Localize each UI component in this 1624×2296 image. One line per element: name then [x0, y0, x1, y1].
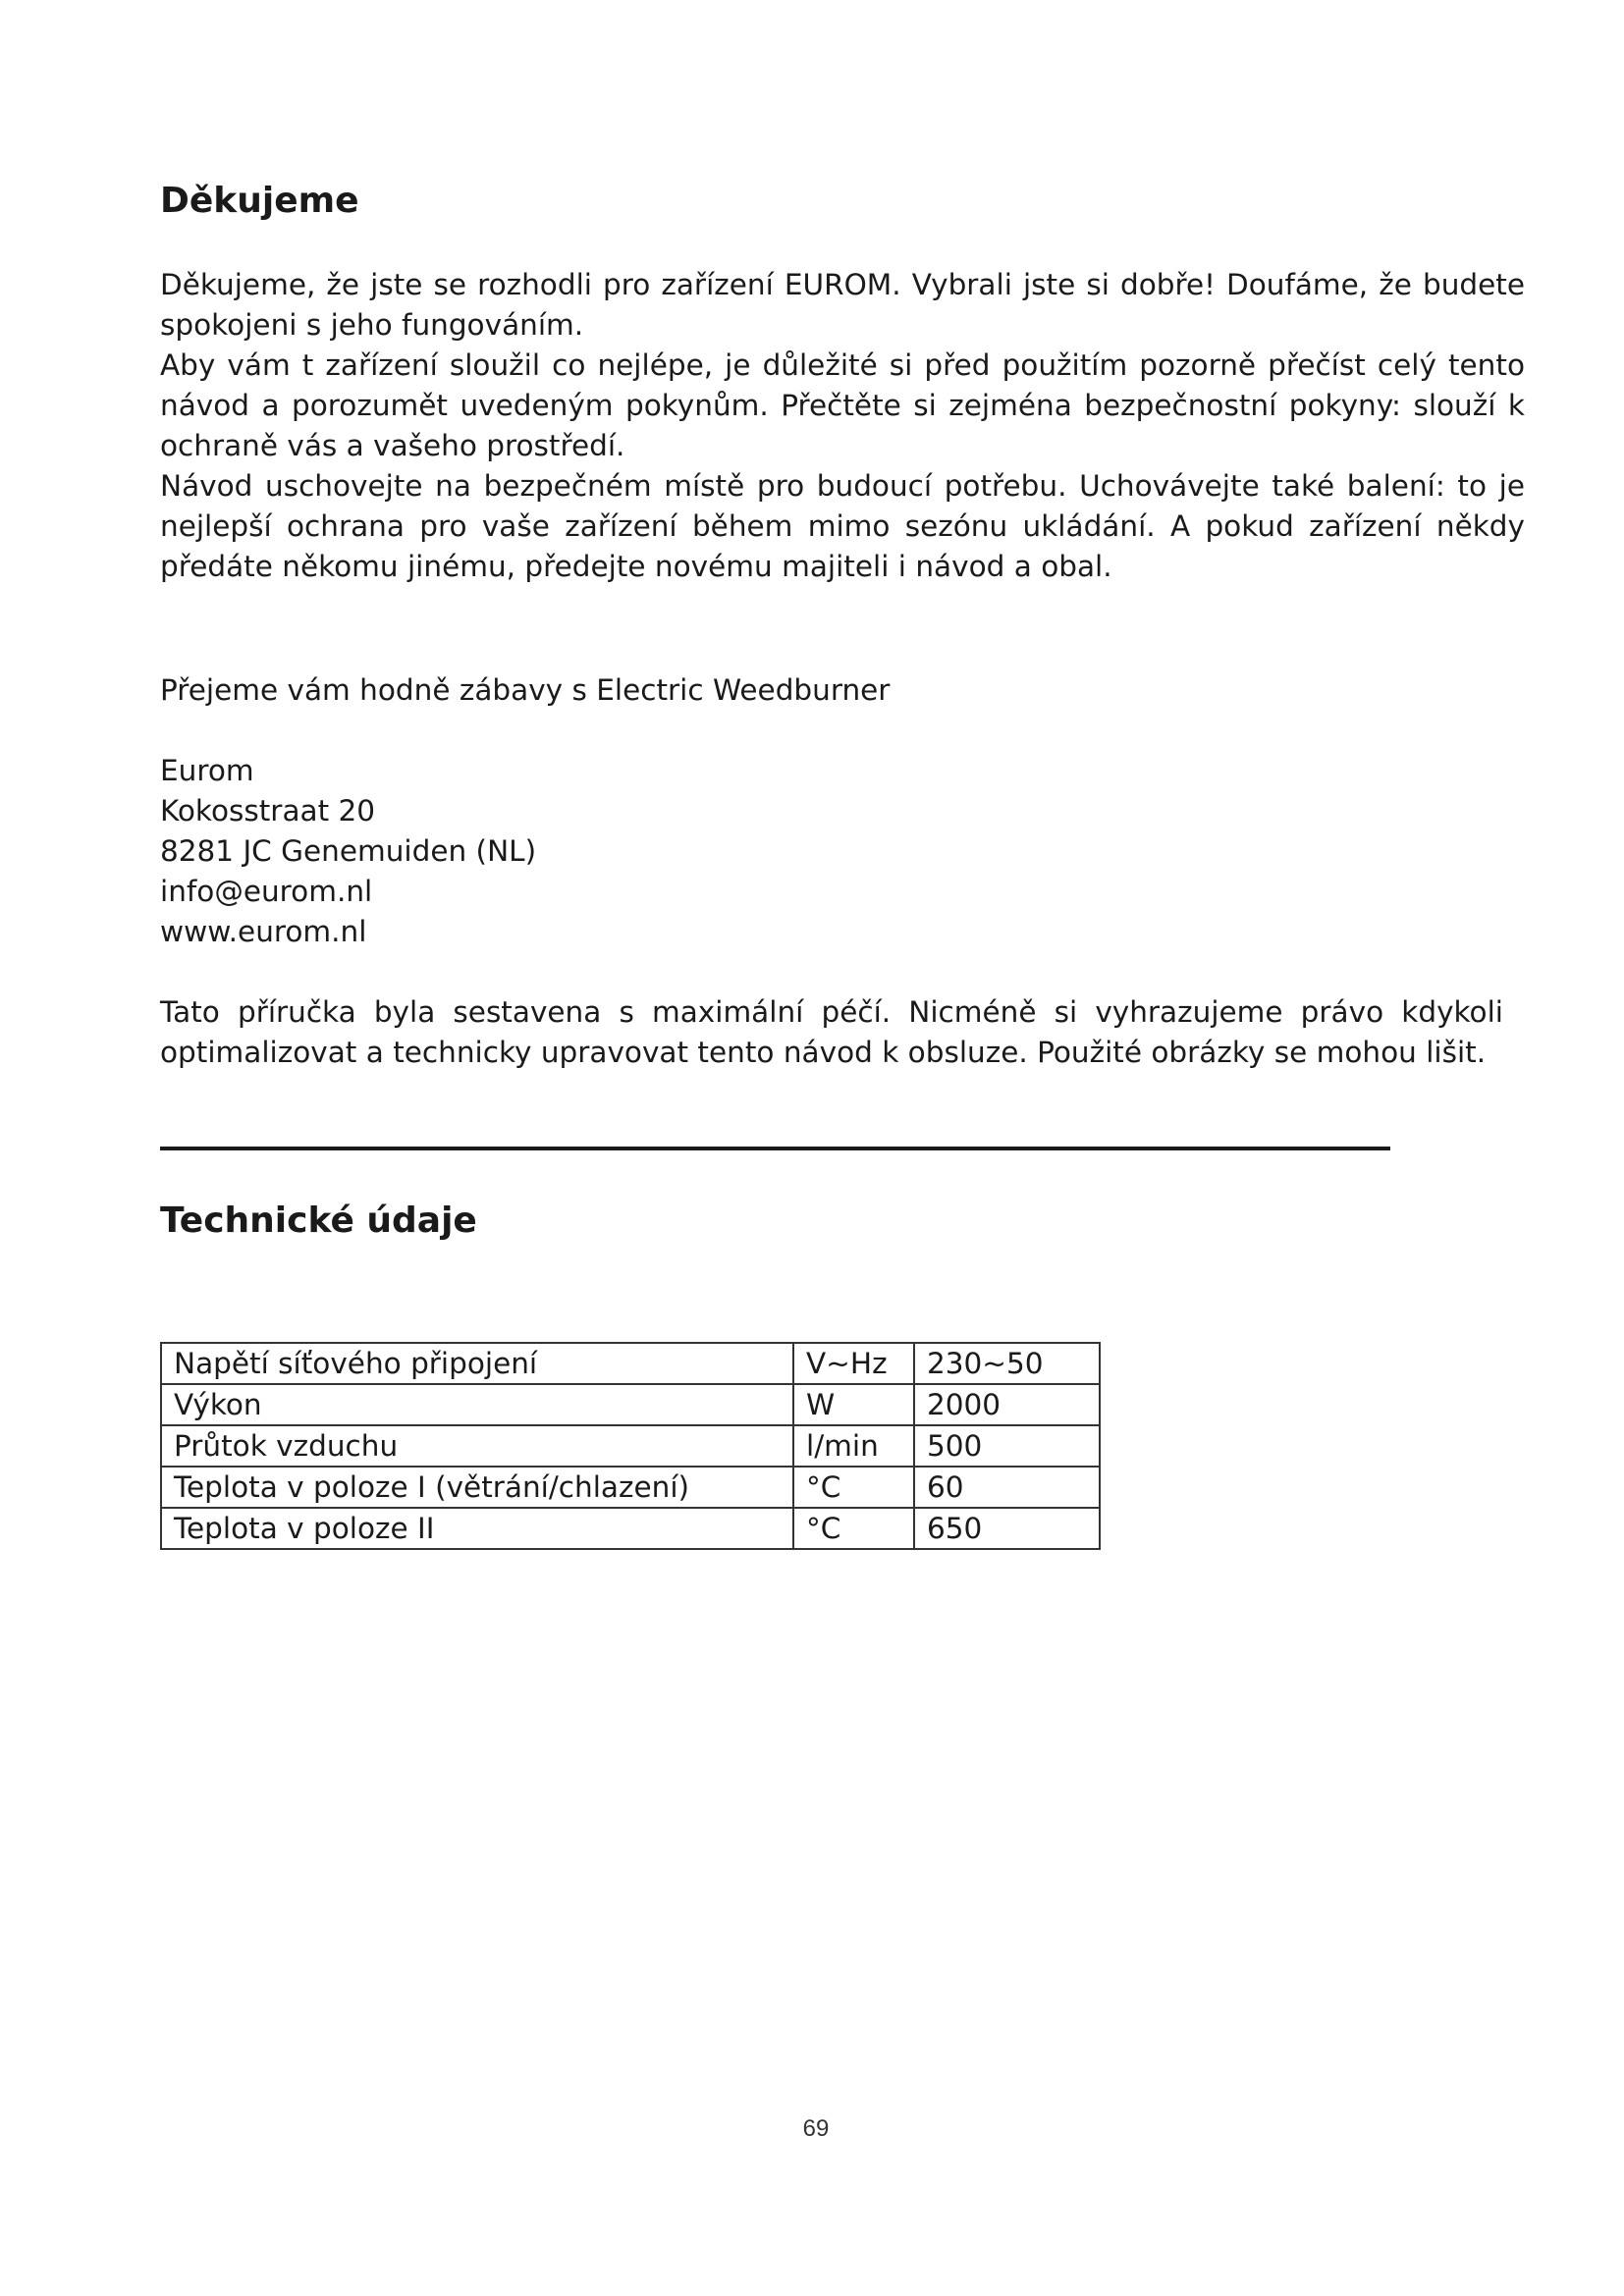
intro-paragraph-2: Aby vám t zařízení sloužil co nejlépe, je důležité si před použitím pozorně přečíst celý tento návod a porozumět uvedeným pokynům. Přečtěte si zejména bezpečnostní pokyny: slouží k ochraně vás a vašeho prostředí.	[160, 348, 1525, 462]
technical-heading: Technické údaje	[160, 1201, 477, 1241]
spec-value: 2000	[914, 1384, 1100, 1425]
spec-label: Výkon	[161, 1384, 793, 1425]
spec-unit: °C	[793, 1467, 914, 1508]
wish-section	[160, 670, 1521, 711]
spec-unit: W	[793, 1384, 914, 1425]
table-row	[161, 1467, 1100, 1508]
table-row	[161, 1343, 1100, 1384]
spec-value: 60	[914, 1467, 1100, 1508]
address-street: Kokosstraat 20	[160, 794, 376, 828]
table-row	[161, 1384, 1100, 1425]
address-website: www.eurom.nl	[160, 915, 367, 948]
section-divider	[160, 1147, 1390, 1150]
spec-label: Teplota v poloze II	[161, 1508, 793, 1549]
thanks-heading: Děkujeme	[160, 181, 359, 221]
wish-line: Přejeme vám hodně zábavy s Electric Weedburner	[160, 673, 891, 707]
spec-value: 650	[914, 1508, 1100, 1549]
disclaimer-section	[160, 992, 1503, 1073]
spec-label: Napětí síťového připojení	[161, 1343, 793, 1384]
spec-value: 230~50	[914, 1343, 1100, 1384]
address-city: 8281 JC Genemuiden (NL)	[160, 834, 537, 868]
address-company: Eurom	[160, 754, 254, 787]
address-block	[160, 751, 1521, 952]
spec-label: Průtok vzduchu	[161, 1425, 793, 1467]
spec-value: 500	[914, 1425, 1100, 1467]
page-number: 69	[802, 2115, 830, 2142]
spec-unit: V~Hz	[793, 1343, 914, 1384]
table-row	[161, 1425, 1100, 1467]
intro-paragraph-3: Návod uschovejte na bezpečném místě pro budoucí potřebu. Uchovávejte také balení: to je nejlepší ochrana pro vaše zařízení během mimo sezónu ukládání. A pokud zařízení někdy předáte někomu jinému, předejte novému majiteli i návod a obal.	[160, 469, 1525, 583]
intro-paragraph-1: Děkujeme, že jste se rozhodli pro zařízení EUROM. Vybrali jste si dobře! Doufáme, že budete spokojeni s jeho fungováním.	[160, 268, 1525, 342]
spec-unit: °C	[793, 1508, 914, 1549]
technical-specs-table	[160, 1342, 1101, 1550]
disclaimer-paragraph: Tato příručka byla sestavena s maximální péčí. Nicméně si vyhrazujeme právo kdykoli optimalizovat a technicky upravovat tento návod k obsluze. Použité obrázky se mohou lišit.	[160, 995, 1503, 1069]
spec-label: Teplota v poloze I (větrání/chlazení)	[161, 1467, 793, 1508]
spec-unit: l/min	[793, 1425, 914, 1467]
address-email: info@eurom.nl	[160, 875, 373, 908]
table-row	[161, 1508, 1100, 1549]
intro-section	[160, 265, 1525, 587]
